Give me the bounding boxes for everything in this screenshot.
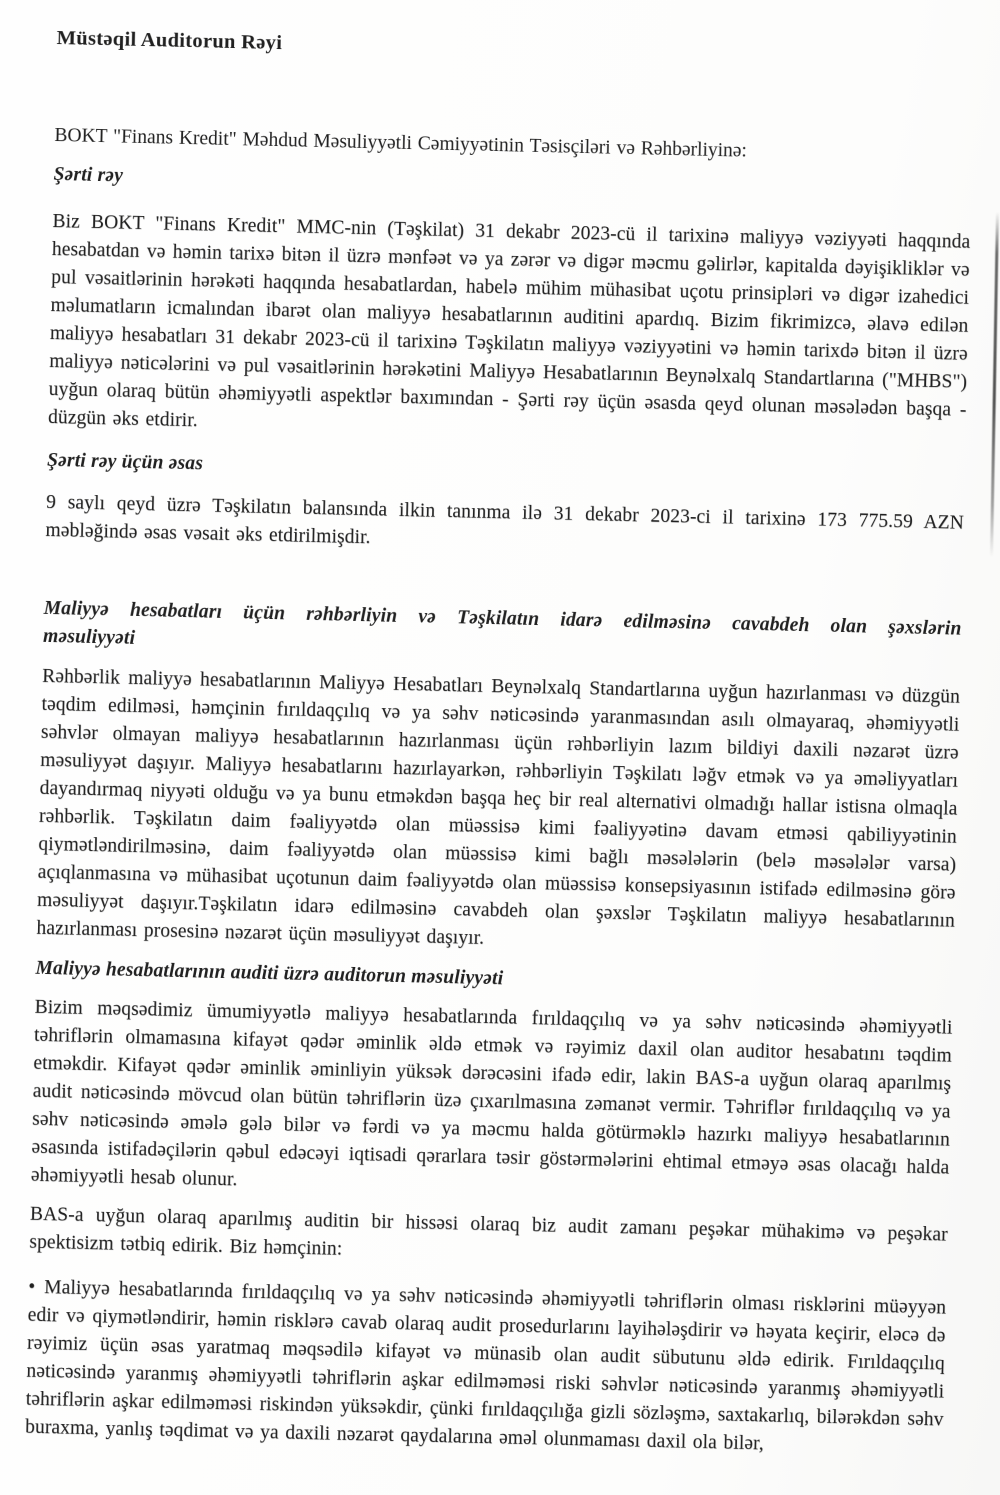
section-heading-auditor-responsibility: Maliyyə hesabatlarının auditi üzrə auditorun məsuliyyəti	[35, 957, 504, 990]
scan-edge-artifact	[990, 212, 999, 557]
paragraph-professional-judgment: BAS-a uyğun olaraq aparılmış auditin bir hissəsi olaraq biz audit zamanı peşəkar mühakimə və peşəkar spektisizm tətbiq edirik. Biz həmçinin:	[29, 1203, 948, 1260]
section-heading-management-responsibility: Maliyyə hesabatları üçün rəhbərliyin və Təşkilatın idarə edilməsinə cavabdeh olan şəxslərin məsuliyyəti	[42, 597, 962, 649]
paragraph-auditor-objective: Bizim məqsədimiz ümumiyyətlə maliyyə hesabatlarında fırıldaqçılıq və ya səhv nəticəsində əhəmiyyətli təhriflərin olmamasına kifayət qədər əminlik əldə etmək və rəyimiz daxil olan auditor hesabatını təqdim etməkdir. Kifayət qədər əminlik əminliyin yüksək dərəcəsini ifadə edir, lakin BAS-a uyğun olaraq aparılmış audit nəticəsində mövcud olan bütün təhriflərin üzə çıxarılmasına zəmanət vermir. Təhriflər fırıldaqçılıq və ya səhv nəticəsində əmələ gələ bilər və fərdi və ya məcmu halda götürməklə hazırkı maliyyə hesabatlarının əsasında istifadəçilərin qəbul edəcəyi iqtisadi qərarlara təsir göstərmələrini ehtimal etməyə əsas olacağı halda əhəmiyyətli hesab olunur.	[30, 996, 953, 1191]
paragraph-bullet-risk-assessment: • Maliyyə hesabatlarında fırıldaqçılıq və ya səhv nəticəsində əhəmiyyətli təhriflərin olması risklərini müəyyən edir və qiymətləndirir, həmin risklərə cavab olaraq audit prosedurlarını layihələşdirir və həyata keçirir, eləcə də rəyimiz üçün əsas yaratmaq məqsədilə kifayət və münasib olan audit sübutunu əldə edirik. Fırıldaqçılıq nəticəsində yaranmış əhəmiyyətli təhriflərin aşkar edilməməsi riski səhvlər nəticəsində yaranmış əhəmiyyətli təhriflərin aşkar edilməməsi riskindən yüksəkdir, çünki fırıldaqçılığa gizli sözləşmə, saxtakarlıq, bilərəkdən səhv buraxma, yanlış təqdimat və ya daxili nəzarət qaydalarına əməl olunmaması daxil ola bilər,	[24, 1276, 947, 1455]
paragraph-management-responsibility: Rəhbərlik maliyyə hesabatlarının Maliyyə Hesabatları Beynəlxalq Standartlarına uyğun hazırlanması və düzgün təqdim edilməsi, həmçinin fırıldaqçılıq və ya səhv nəticəsində yaranmasından asılı olmayaraq, əhəmiyyətli səhvlər olmayan maliyyə hesabatlarının hazırlanması üçün rəhbərliyin lazım bildiyi daxili nəzarət üzrə məsuliyyət daşıyır. Maliyyə hesabatlarını hazırlayarkən, rəhbərliyin Təşkilatı ləğv etmək və ya əməliyyatları dayandırmaq niyyəti olduğu və ya bunu etməkdən başqa heç bir real alternativi olmadığı hallar istisna olmaqla rəhbərlik. Təşkilatın daim fəaliyyətdə olan müəssisə kimi fəaliyyətinə davam etməsi qabiliyyətinin qiymətləndirilməsinə, daim fəaliyyətdə olan müəssisə kimi bağlı məsələlərin (belə məsələlər varsa) açıqlanmasına və mühasibat uçotunun daim fəaliyyətdə olan müəssisə konsepsiyasının istifadə edilməsinə görə məsuliyyət daşıyır.Təşkilatın idarə edilməsinə cavabdeh olan şəxslər Təşkilatın maliyyə hesabatlarının hazırlanması prosesinə nəzarət üçün məsuliyyət daşıyır.	[36, 665, 961, 949]
paragraph-basis-for-qualified-opinion: 9 saylı qeyd üzrə Təşkilatın balansında ilkin tanınma ilə 31 dekabr 2023-ci il tarixinə 173 775.59 AZN məbləğində əsas vəsait əks etdirilmişdir.	[45, 491, 965, 549]
salutation-line: BOKT "Finans Kredit" Məhdud Məsuliyyətli Cəmiyyətinin Təsisçiləri və Rəhbərliyinə:	[54, 124, 748, 162]
section-heading-basis-for-qualified-opinion: Şərti rəy üçün əsas	[46, 449, 204, 475]
section-heading-qualified-opinion: Şərti rəy	[53, 163, 124, 187]
paragraph-qualified-opinion: Biz BOKT "Finans Kredit" MMC-nin (Təşkilat) 31 dekabr 2023-cü il tarixinə maliyyə vəziyyəti haqqında hesabatdan və həmin tarixə bitən il üzrə mənfəət və ya zərər və digər məcmu gəlirlər, kapitalda dəyişikliklər və pul vəsaitlərinin hərəkəti haqqında hesabatlardan, habelə mühim mühasibat uçotu prinsipləri və digər izahedici məlumatların icmalından ibarət olan maliyyə hesabatlarının auditini apardıq. Bizim fikrimizcə, əlavə edilən maliyyə hesabatları 31 dekabr 2023-cü il tarixinə Təşkilatın maliyyə vəziyyətini və həmin tarixdə bitən il üzrə maliyyə nəticələrini və pul vəsaitlərinin hərəkətini Maliyyə Hesabatlarının Beynəlxalq Standartlarına ("MHBS") uyğun olaraq bütün əhəmiyyətli aspektlər baxımından - Şərti rəy üçün əsasda qeyd olunan məsələdən başqa - düzgün əks etdirir.	[47, 210, 971, 432]
report-content	[25, 24, 975, 1462]
report-title: Müstəqil Auditorun Rəyi	[56, 26, 283, 55]
